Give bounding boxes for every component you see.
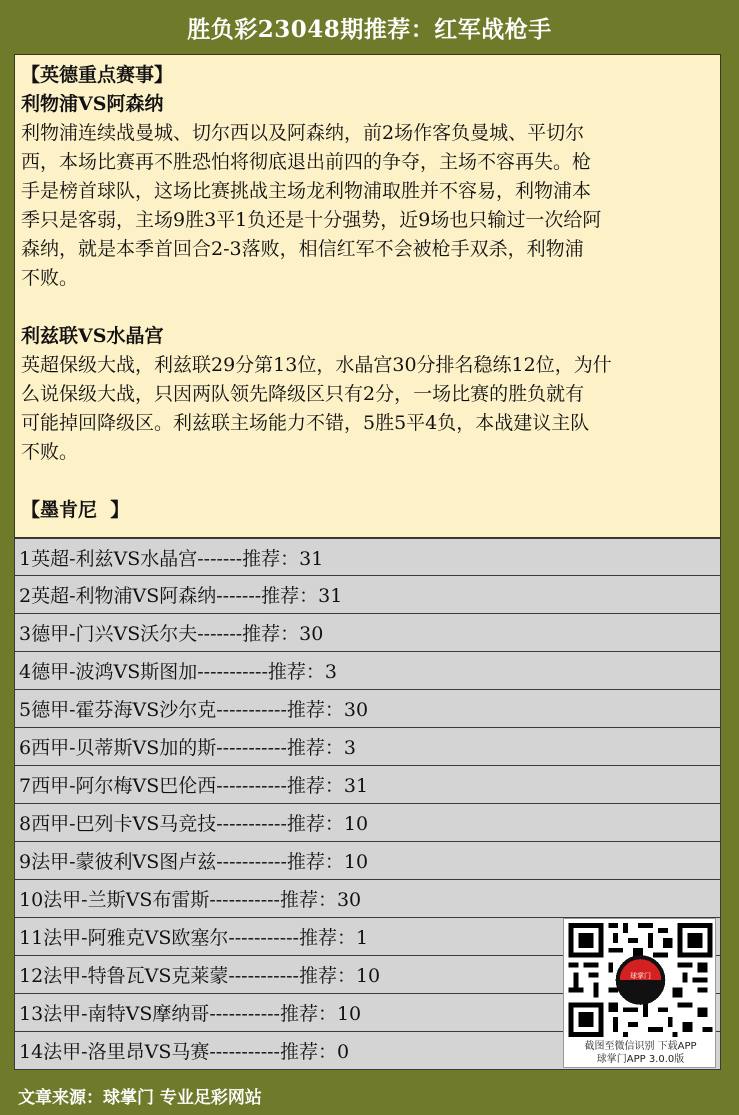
qr-code-card[interactable] [563, 918, 716, 1068]
analysis-line: 利物浦连续战曼城、切尔西以及阿森纳，前2场作客负曼城、平切尔 [21, 122, 585, 144]
qr-caption-download: 截图至微信识别 下载APP [584, 1041, 697, 1052]
qr-logo-text: 球掌门 [630, 972, 651, 980]
analysis-line: 可能掉回降级区。利兹联主场能力不错，5胜5平4负，本战建议主队 [21, 412, 590, 434]
table-row: 12法甲-特鲁瓦VS克莱蒙-----------推荐：10 [14, 956, 721, 994]
table-row: 13法甲-南特VS摩纳哥-----------推荐：10 [14, 994, 721, 1032]
section-label: 【墨肯尼 】 [21, 499, 130, 521]
spacer [21, 293, 714, 322]
analysis-line: 西，本场比赛再不胜恐怕将彻底退出前四的争夺，主场不容再失。枪 [21, 151, 592, 173]
analysis-line: 手是榜首球队，这场比赛挑战主场龙利物浦取胜并不容易，利物浦本 [21, 180, 592, 202]
table-row: 4德甲-波鸿VS斯图加-----------推荐：3 [14, 652, 721, 690]
featured-panel [14, 54, 721, 538]
analysis-line: 么说保级大战，只因两队领先降级区只有2分，一场比赛的胜负就有 [21, 383, 585, 405]
table-row: 7西甲-阿尔梅VS巴伦西-----------推荐：31 [14, 766, 721, 804]
table-row: 14法甲-洛里昂VS马赛-----------推荐：0 [14, 1032, 721, 1070]
analysis-line: 不败。 [21, 441, 79, 463]
table-row: 5德甲-霍芬海VS沙尔克-----------推荐：30 [14, 690, 721, 728]
source-footer: 文章来源：球掌门 专业足彩网站 [18, 1087, 262, 1108]
page-title: 胜负彩23048期推荐：红军战枪手 [187, 15, 552, 43]
analysis-line: 英超保级大战，利兹联29分第13位，水晶宫30分排名稳练12位，为什 [21, 354, 612, 376]
table-row: 11法甲-阿雅克VS欧塞尔-----------推荐：1 [14, 918, 721, 956]
qr-caption-version: 球掌门APP 3.0.0版 [596, 1054, 685, 1065]
table-row: 10法甲-兰斯VS布雷斯-----------推荐：30 [14, 880, 721, 918]
table-row: 2英超-利物浦VS阿森纳-------推荐：31 [14, 576, 721, 614]
analysis-line: 不败。 [21, 267, 79, 289]
table-row: 6西甲-贝蒂斯VS加的斯-----------推荐：3 [14, 728, 721, 766]
table-row: 3德甲-门兴VS沃尔夫-------推荐：30 [14, 614, 721, 652]
table-row: 8西甲-巴列卡VS马竞技-----------推荐：10 [14, 804, 721, 842]
analysis-line: 森纳，就是本季首回合2-3落败，相信红军不会被枪手双杀，利物浦 [21, 238, 584, 260]
match-title: 利兹联VS水晶宫 [21, 325, 164, 347]
analysis-line: 季只是客弱，主场9胜3平1负还是十分强势，近9场也只输过一次给阿 [21, 209, 602, 231]
section-label: 【英德重点赛事】 [21, 64, 174, 86]
table-row: 1英超-利兹VS水晶宫-------推荐：31 [14, 538, 721, 576]
spacer [21, 467, 714, 496]
match-title: 利物浦VS阿森纳 [21, 93, 164, 115]
table-row: 9法甲-蒙彼利VS图卢兹-----------推荐：10 [14, 842, 721, 880]
